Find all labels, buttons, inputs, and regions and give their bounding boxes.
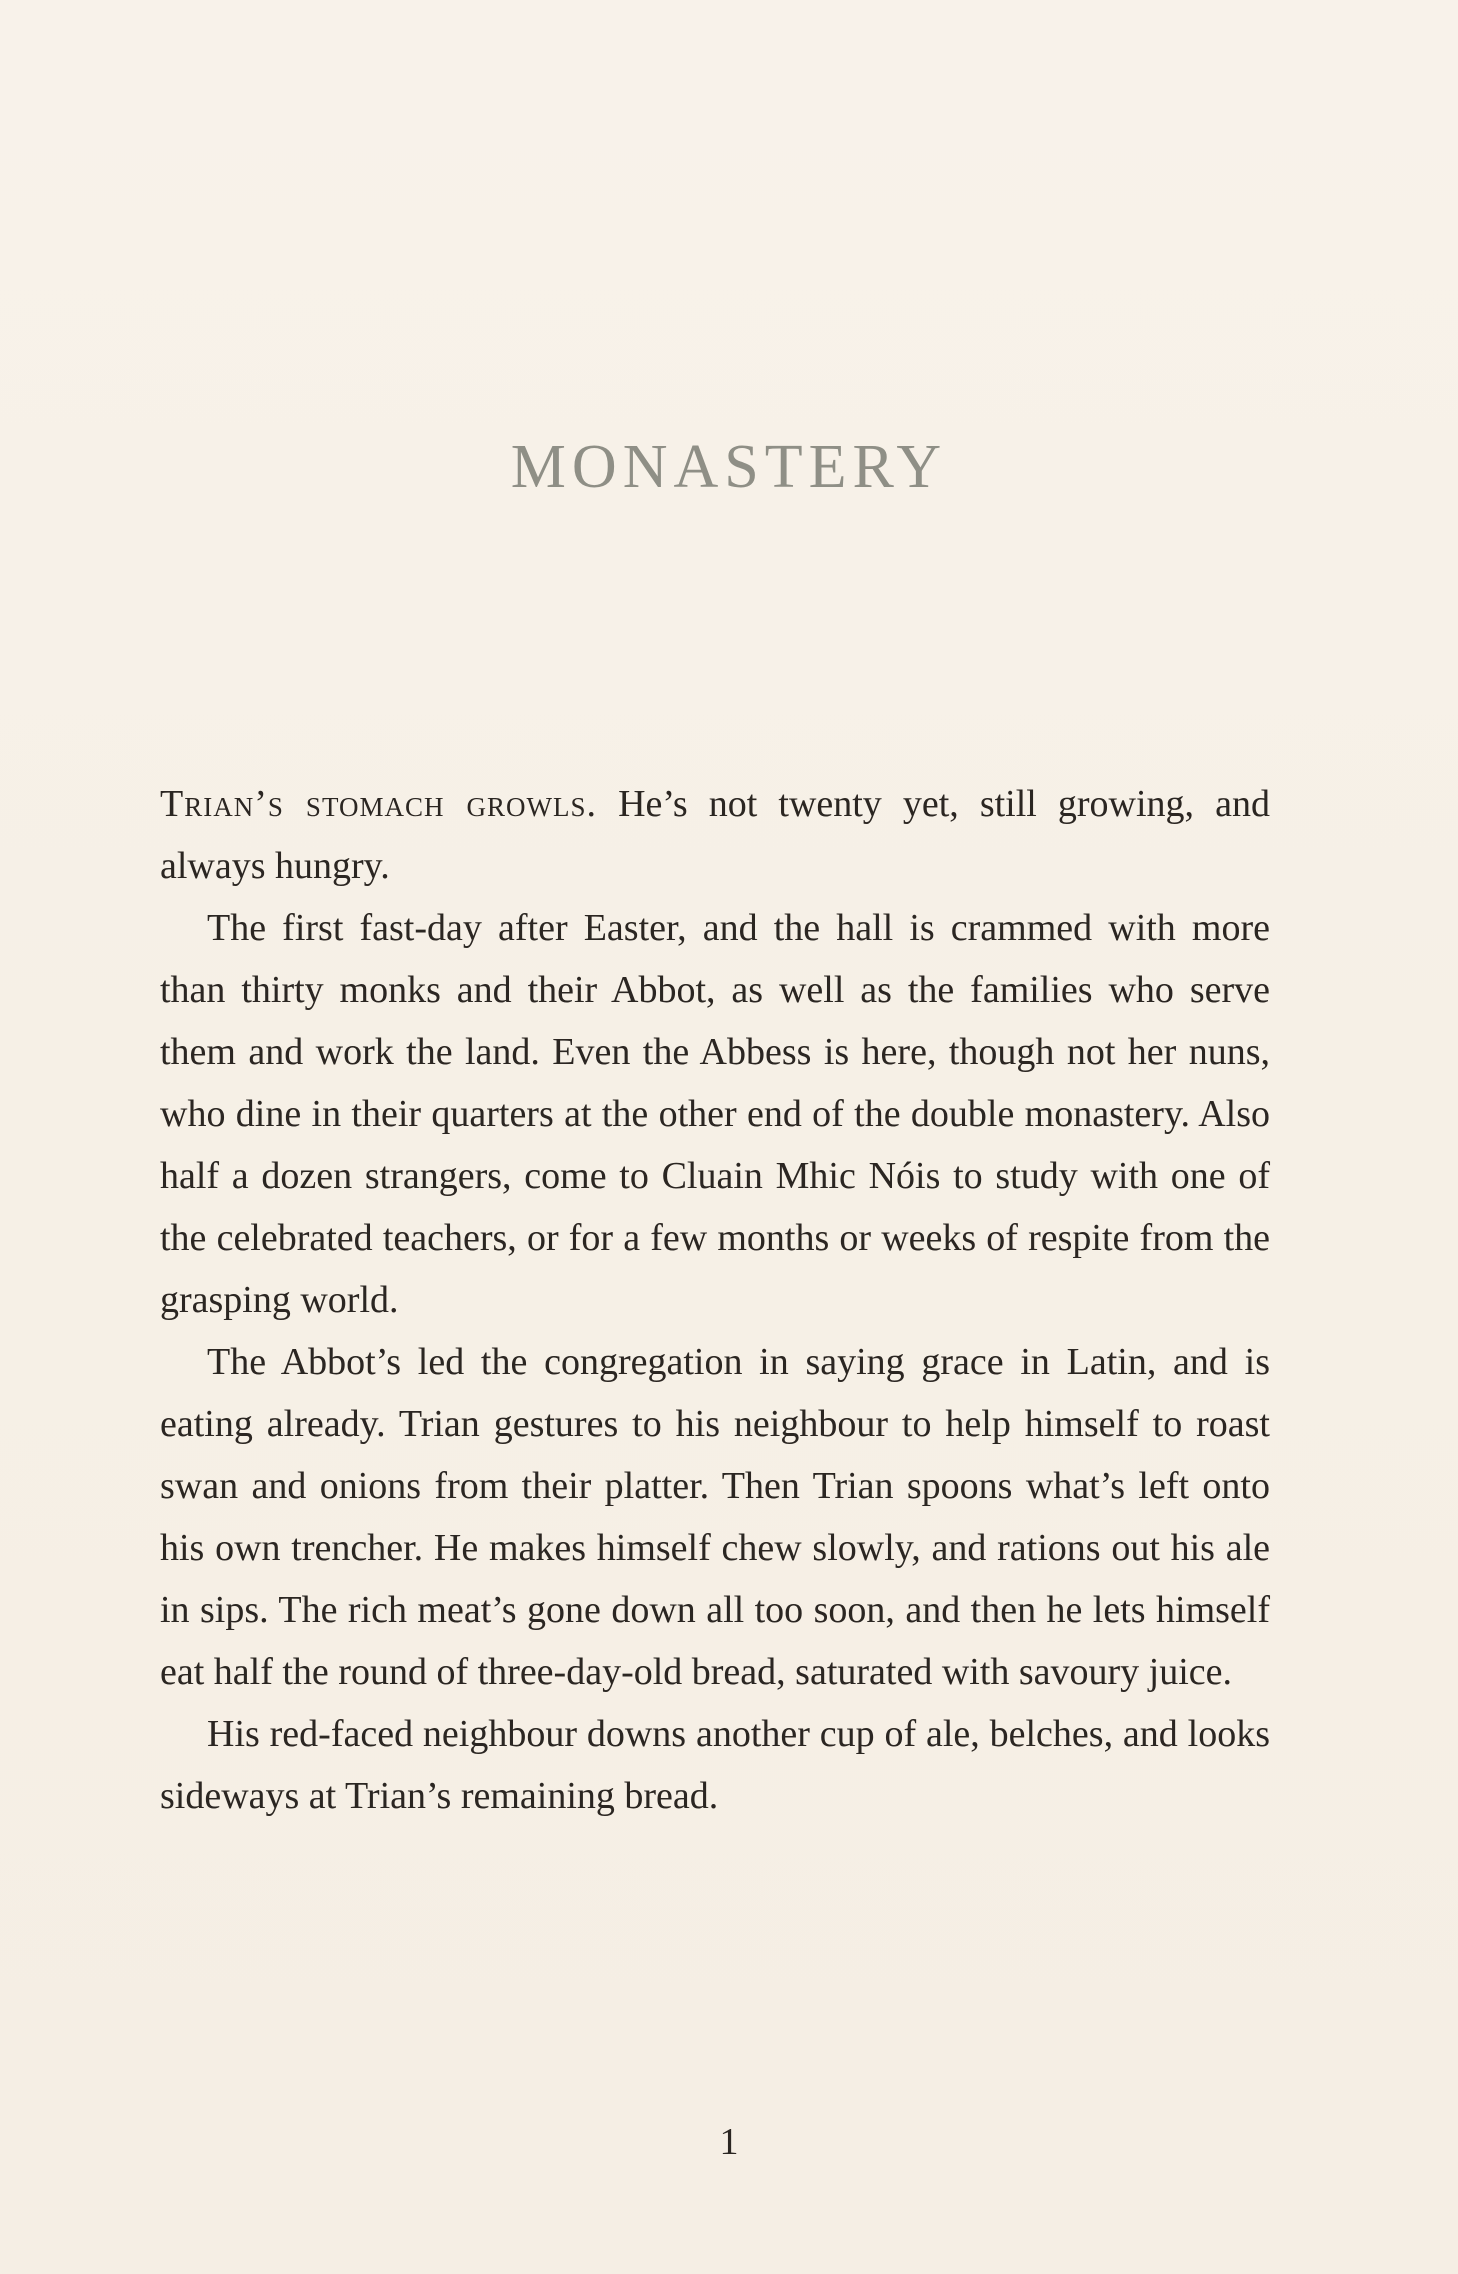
paragraph-4: His red-faced neighbour downs another cup of ale, belches, and looks sideways at Trian’s remaining bread. bbox=[160, 1713, 1270, 1817]
page-number: 1 bbox=[719, 2121, 739, 2163]
body-text bbox=[160, 773, 1270, 1827]
paragraph-lead-in: Trian’s stomach growls. bbox=[160, 783, 598, 825]
chapter-title: MONASTERY bbox=[510, 433, 948, 501]
paragraph-2: The first fast-day after Easter, and the hall is crammed with more than thirty monks and their Abbot, as well as the families who serve them and work the land. Even the Abbess is here, though not her nuns, who dine in their quarters at the other end of the double monastery. Also half a dozen strangers, come to Cluain Mhic Nóis to study with one of the celebrated teachers, or for a few months or weeks of respite from the grasping world. bbox=[160, 907, 1270, 1321]
paragraph-3: The Abbot’s led the congregation in saying grace in Latin, and is eating already. Trian gestures to his neighbour to help himself to roast swan and onions from their platter. Then Trian spoons what’s left onto his own trencher. He makes himself chew slowly, and rations out his ale in sips. The rich meat’s gone down all too soon, and then he lets himself eat half the round of three-day-old bread, saturated with savoury juice. bbox=[160, 1341, 1270, 1693]
paragraph-1-text: He’s not twenty yet, still growing, and always hungry. bbox=[160, 783, 1270, 887]
paragraph-1 bbox=[160, 773, 1270, 897]
